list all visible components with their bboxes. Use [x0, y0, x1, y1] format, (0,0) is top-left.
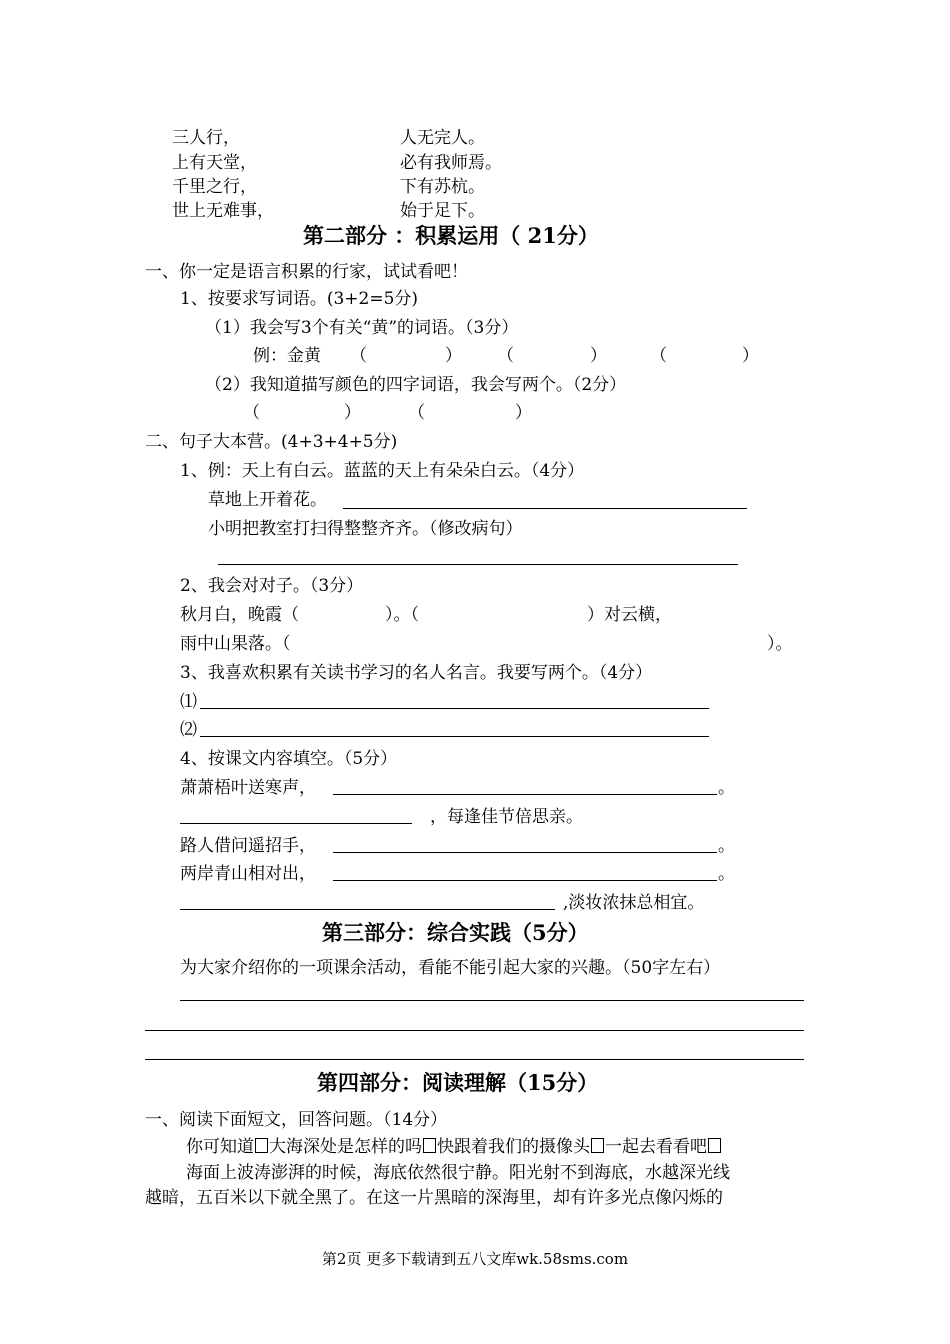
page-footer: 第2页 更多下载请到五八文库wk.58sms.com	[321, 1250, 629, 1268]
answer-line[interactable]	[180, 1000, 804, 1001]
poem-period: 。	[718, 778, 735, 798]
part2-q1-1b: （2）我知道描写颜色的四字词语，我会写两个。（2分）	[205, 375, 627, 395]
blank-paren-close: ）	[344, 403, 361, 423]
poem-line-1: 萧萧梧叶送寒声，	[180, 778, 316, 798]
answer-line[interactable]	[333, 852, 717, 853]
part2-q1-1a: （1）我会写3个有关“黄”的词语。（3分）	[205, 318, 519, 338]
proverb-left-1: 三人行，	[172, 128, 240, 148]
part4-title: 第四部分：阅读理解（15分）	[317, 1070, 599, 1095]
proverb-left-3: 千里之行，	[172, 177, 257, 197]
blank-paren-close: ）	[515, 403, 532, 423]
blank-paren-open: （	[243, 403, 260, 423]
example-label: 例：金黄	[253, 346, 321, 366]
quote-label-2: ⑵	[180, 720, 197, 740]
proverb-left-4: 世上无难事，	[172, 201, 274, 221]
proverb-left-2: 上有天堂，	[172, 153, 257, 173]
part2-q2: 二、句子大本营。(4+3+4+5分)	[145, 432, 398, 452]
couplet-1-start: 秋月白，晚霞（	[180, 605, 299, 625]
passage-line-2: 海面上波涛澎湃的时候，海底依然很宁静。阳光射不到海底，水越深光线	[186, 1163, 730, 1183]
part3-title: 第三部分：综合实践（5分）	[322, 920, 589, 945]
poem-period: 。	[718, 836, 735, 856]
answer-line[interactable]	[145, 1059, 804, 1060]
blank-paren-close: ）	[590, 346, 607, 366]
part2-q2-2: 2、我会对对子。（3分）	[180, 576, 364, 596]
passage-line-1: 你可知道 大海深处是怎样的吗 快跟着我们的摄像头 一起去看看吧	[186, 1137, 722, 1157]
passage-line-3: 越暗，五百米以下就全黑了。在这一片黑暗的深海里，却有许多光点像闪烁的	[145, 1188, 723, 1208]
part2-q2-1: 1、例：天上有白云。蓝蓝的天上有朵朵白云。（4分）	[180, 461, 585, 481]
couplet-2-start: 雨中山果落。（	[180, 634, 291, 654]
blank-paren-open: （	[650, 346, 667, 366]
answer-line[interactable]	[200, 736, 709, 737]
part2-q1: 一、你一定是语言积累的行家，试试看吧！	[145, 262, 468, 282]
poem-line-2: ，每逢佳节倍思亲。	[430, 807, 583, 827]
poem-line-4: 两岸青山相对出，	[180, 864, 316, 884]
blank-paren-close: ）	[742, 346, 759, 366]
part2-q2-1b: 小明把教室打扫得整整齐齐。（修改病句）	[208, 519, 523, 539]
blank-paren-open: （	[350, 346, 367, 366]
answer-line[interactable]	[218, 564, 738, 565]
part2-q2-3: 3、我喜欢积累有关读书学习的名人名言。我要写两个。（4分）	[180, 663, 653, 683]
answer-line[interactable]	[333, 794, 717, 795]
couplet-2-end: ）。	[767, 634, 793, 654]
quote-label-1: ⑴	[180, 692, 197, 712]
proverb-right-4: 始于足下。	[400, 201, 485, 221]
couplet-1-mid: ）。（	[385, 605, 419, 625]
blank-paren-close: ）	[445, 346, 462, 366]
proverb-right-1: 人无完人。	[400, 128, 485, 148]
part4-q1: 一、阅读下面短文，回答问题。（14分）	[145, 1110, 448, 1130]
part3-prompt: 为大家介绍你的一项课余活动，看能不能引起大家的兴趣。（50字左右）	[180, 958, 721, 978]
poem-period: 。	[718, 864, 735, 884]
part2-q2-4: 4、按课文内容填空。（5分）	[180, 749, 398, 769]
answer-line[interactable]	[180, 909, 555, 910]
poem-line-3: 路人借问遥招手，	[180, 836, 316, 856]
part2-q1-1: 1、按要求写词语。(3+2=5分)	[180, 289, 419, 309]
answer-line[interactable]	[145, 1030, 804, 1031]
part2-title: 第二部分 ：积累运用（ 21分）	[303, 223, 599, 248]
blank-paren-open: （	[408, 403, 425, 423]
answer-line[interactable]	[333, 880, 717, 881]
answer-line[interactable]	[180, 823, 412, 824]
blank-paren-open: （	[497, 346, 514, 366]
answer-line[interactable]	[200, 708, 709, 709]
proverb-right-2: 必有我师焉。	[400, 153, 502, 173]
part2-q2-1a: 草地上开着花。	[208, 490, 327, 510]
proverb-right-3: 下有苏杭。	[400, 177, 485, 197]
couplet-1-end: ）对云横，	[587, 605, 672, 625]
poem-line-5: ,淡妆浓抹总相宜。	[563, 893, 705, 913]
answer-line[interactable]	[343, 508, 747, 509]
